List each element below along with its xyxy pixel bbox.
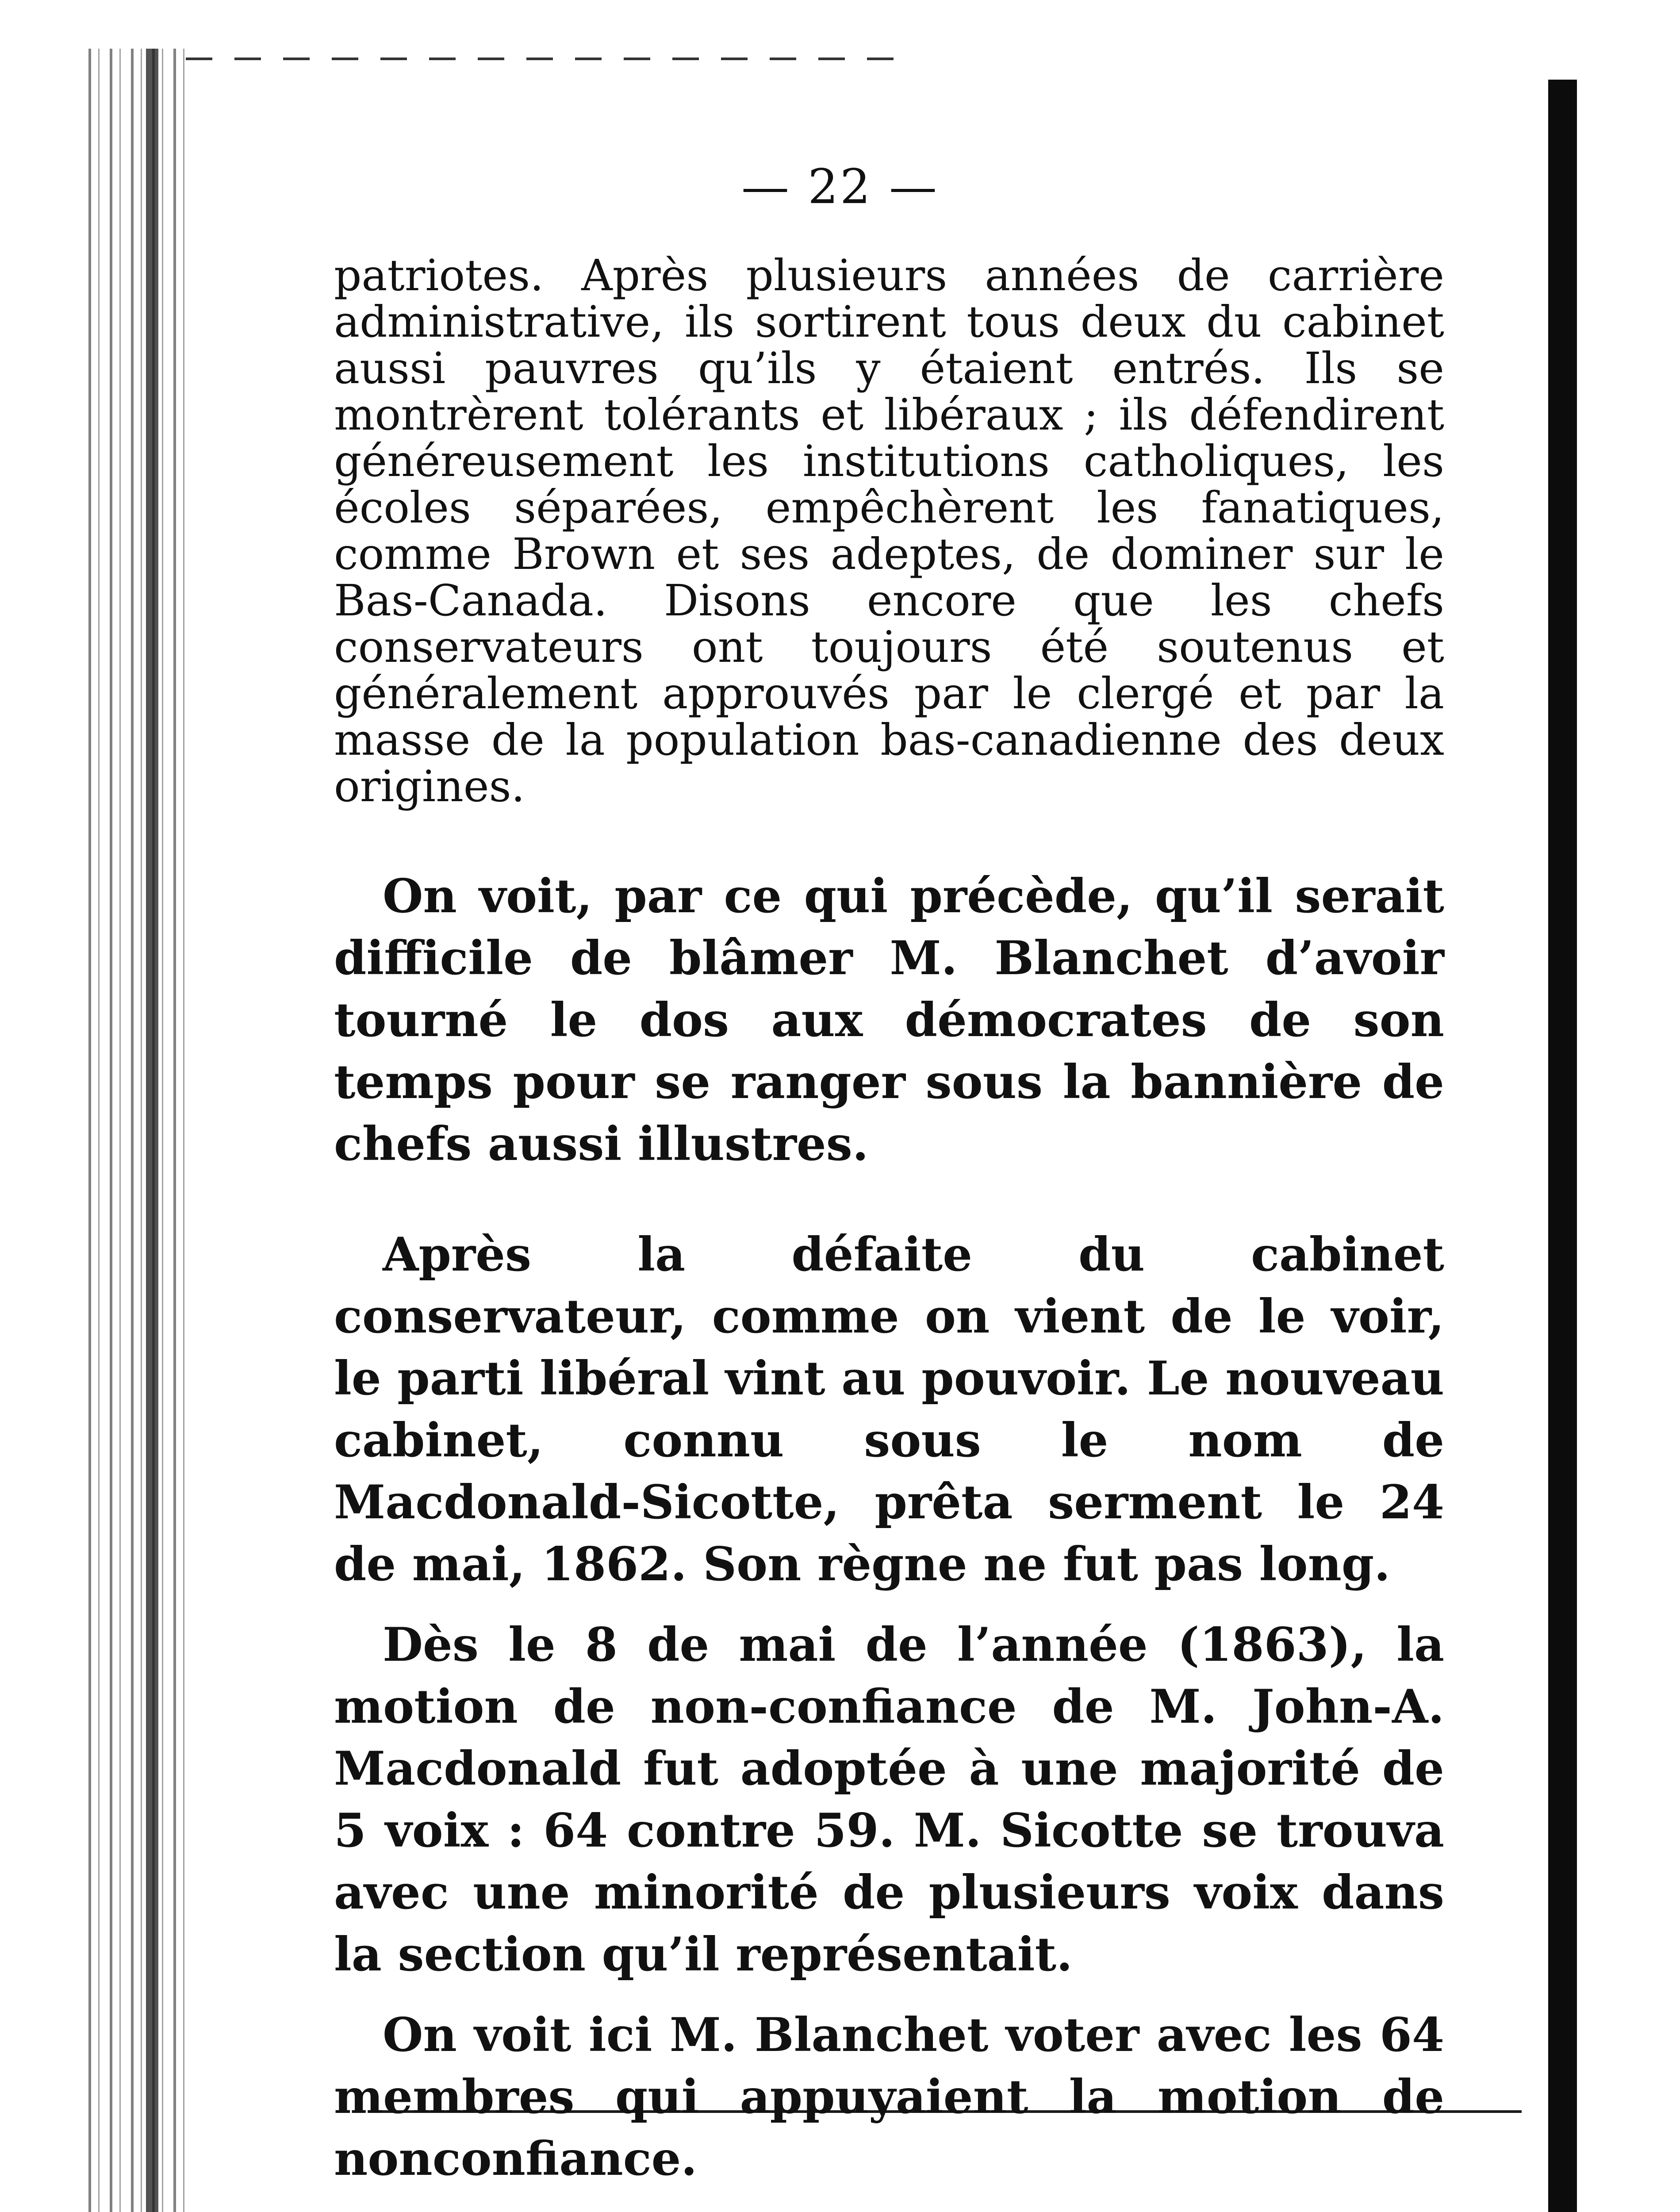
scan-top-edge bbox=[186, 58, 894, 60]
page-body bbox=[334, 252, 1444, 2212]
paragraph-patriotes: patriotes. Après plusieurs années de carrière administrative, ils sortirent tous deux du cabinet aussi pauvres qu’ils y étaient entrés. Ils se montrèrent tolérants et libéraux ; ils défendirent généreusement les institutions catholiques, les écoles séparées, empêchèrent les fanatiques, comme Brown et ses adeptes, de dominer sur le Bas-Canada. Disons encore que les chefs conservateurs ont toujours été soutenus et généralement approuvés par le clergé et par la masse de la population bas-canadienne des deux origines. bbox=[334, 250, 1444, 811]
paragraph-on-voit-ici: On voit ici M. Blanchet voter avec les 64 membres qui appuyaient la motion de nonconfiance. bbox=[334, 2007, 1444, 2186]
page-number: — 22 — bbox=[741, 159, 939, 215]
paragraph-des-le-8-mai: Dès le 8 de mai de l’année (1863), la motion de non-confiance de M. John-A. Macdonald fut adoptée à une majorité de 5 voix : 64 contre 59. M. Sicotte se trouva avec une minorité de plusieurs voix dans la section qu’il représentait. bbox=[334, 1617, 1444, 1982]
paragraph-apres-la-defaite: Après la défaite du cabinet conservateur, comme on vient de le voir, le parti libéral vint au pouvoir. Le nouveau cabinet, connu sous le nom de Macdonald-Sicotte, prêta serment le 24 de mai, 1862. Son règne ne fut pas long. bbox=[334, 1227, 1444, 1591]
paragraph-on-voit: On voit, par ce qui précède, qu’il serait difficile de blâmer M. Blanchet d’avoir tourné le dos aux démocrates de son temps pour se ranger sous la bannière de chefs aussi illustres. bbox=[334, 868, 1444, 1171]
scan-binding-edge bbox=[146, 49, 158, 2212]
scan-right-edge bbox=[1548, 80, 1577, 2212]
scan-binding-shadow bbox=[88, 49, 186, 2212]
